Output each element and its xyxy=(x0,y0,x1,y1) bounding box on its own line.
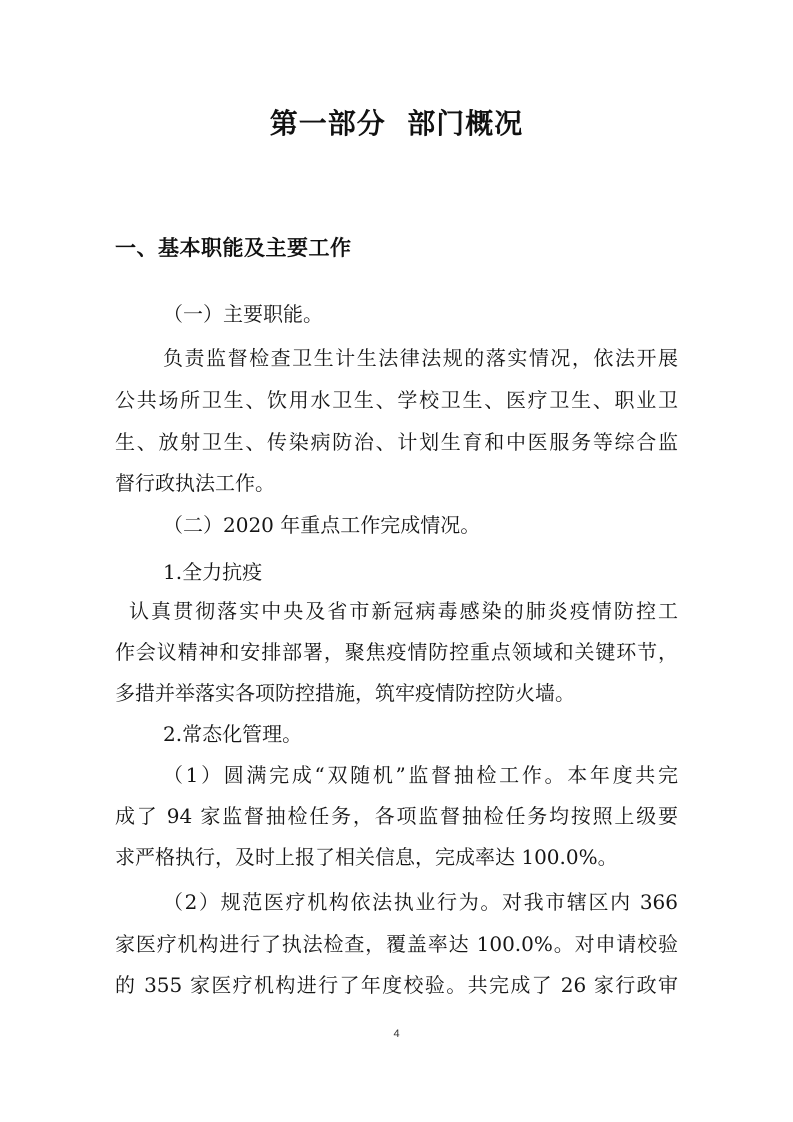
paragraph-line: 多措并举落实各项防控措施，筑牢疫情防控防火墙。 xyxy=(115,681,575,705)
section-heading: 一、基本职能及主要工作 xyxy=(115,236,352,260)
paragraph-line: 生、放射卫生、传染病防治、计划生育和中医服务等综合监 xyxy=(115,430,678,454)
subheading-key-work-2020: （二）2020 年重点工作完成情况。 xyxy=(163,513,481,537)
paragraph-line: 负责监督检查卫生计生法律法规的落实情况，依法开展 xyxy=(163,346,678,370)
paragraph-line: （1）圆满完成“双随机”监督抽检工作。本年度共完 xyxy=(163,763,678,787)
paragraph-line: 成了 94 家监督抽检任务，各项监督抽检任务均按照上级要 xyxy=(115,804,678,828)
page-number: 4 xyxy=(393,1028,400,1040)
paragraph-line: 的 355 家医疗机构进行了年度校验。共完成了 26 家行政审 xyxy=(115,973,678,997)
paragraph-line: 作会议精神和安排部署，聚焦疫情防控重点领域和关键环节， xyxy=(115,640,678,664)
page-title: 第一部分 部门概况 xyxy=(269,107,524,140)
item-heading-normalized-management: 2.常态化管理。 xyxy=(163,722,303,746)
paragraph-line: 督行政执法工作。 xyxy=(115,471,275,495)
paragraph-line: 公共场所卫生、饮用水卫生、学校卫生、医疗卫生、职业卫 xyxy=(115,388,678,412)
item-heading-fight-epidemic: 1.全力抗疫 xyxy=(163,560,263,584)
paragraph-line: 认真贯彻落实中央及省市新冠病毒感染的肺炎疫情防控工 xyxy=(129,599,678,623)
paragraph-line: （2）规范医疗机构依法执业行为。对我市辖区内 366 xyxy=(163,890,678,914)
paragraph-line: 家医疗机构进行了执法检查，覆盖率达 100.0%。对申请校验 xyxy=(115,932,678,956)
subheading-main-functions: （一）主要职能。 xyxy=(163,302,323,326)
paragraph-line: 求严格执行，及时上报了相关信息，完成率达 100.0%。 xyxy=(115,845,618,869)
